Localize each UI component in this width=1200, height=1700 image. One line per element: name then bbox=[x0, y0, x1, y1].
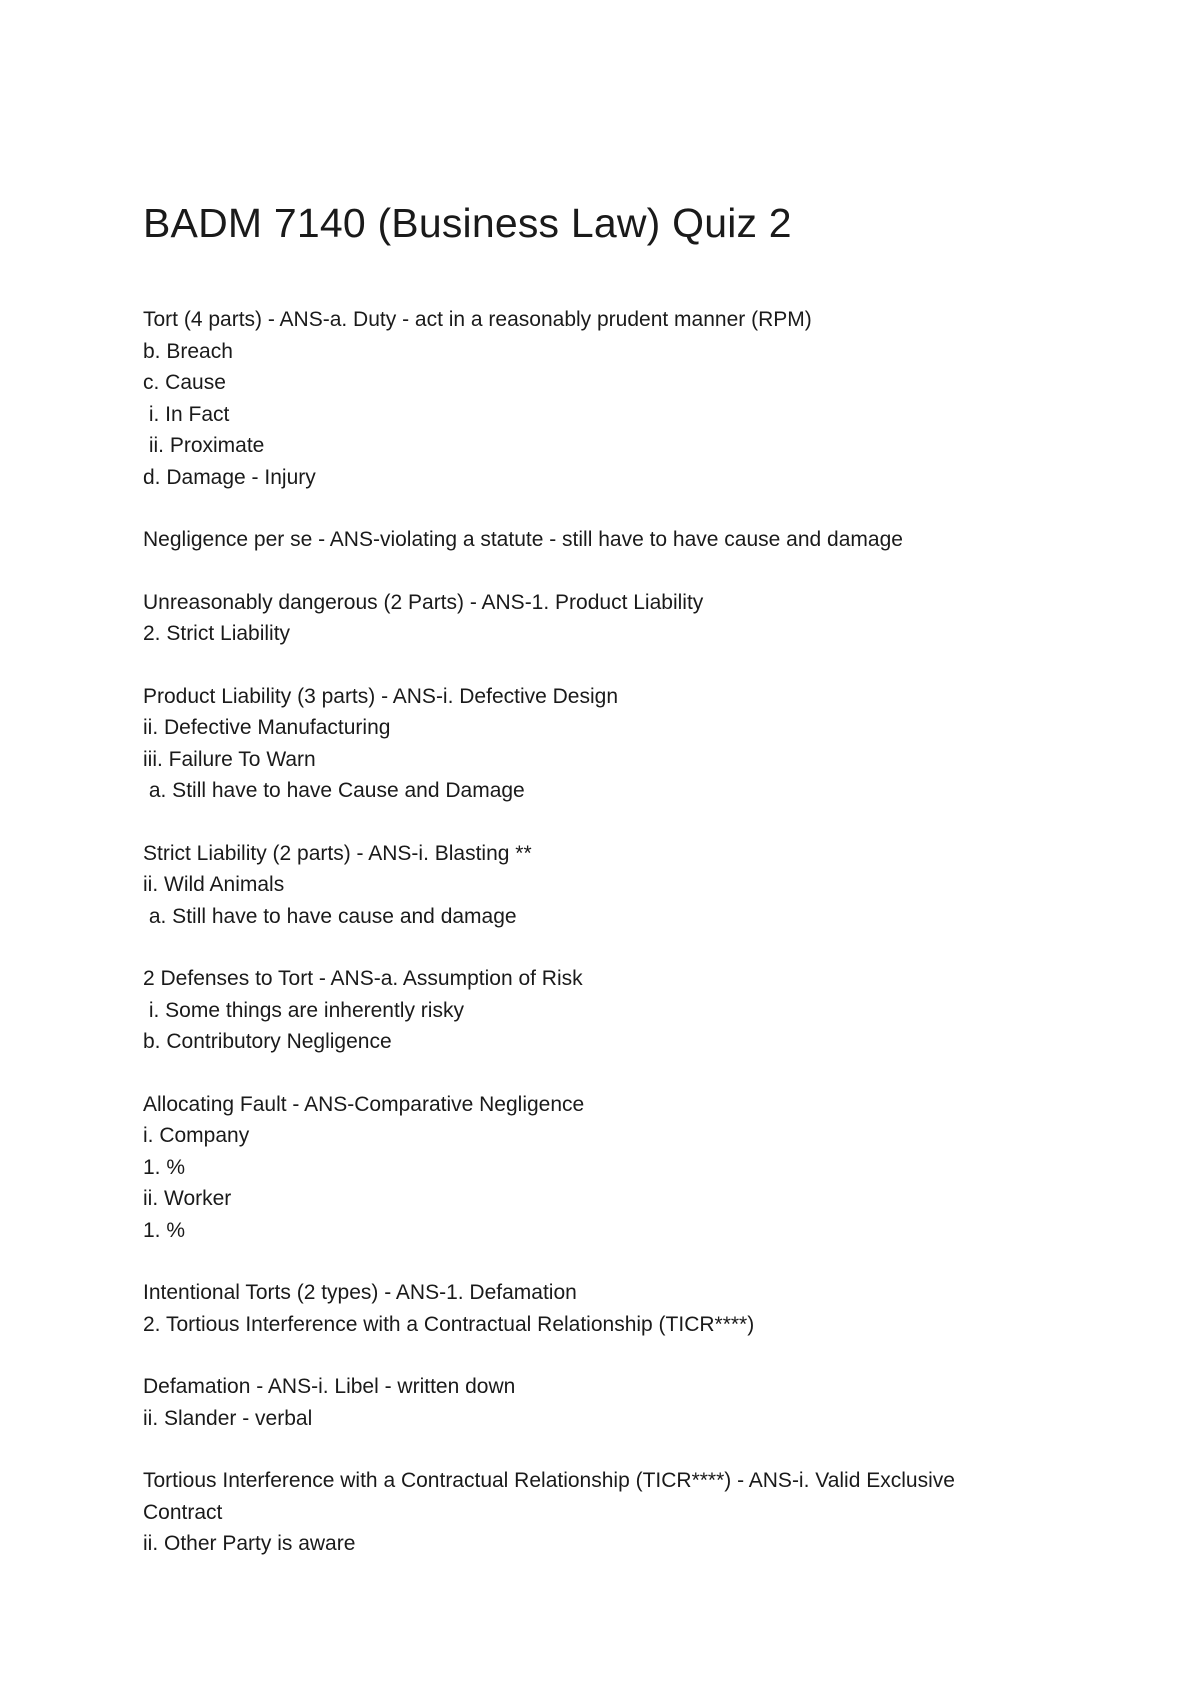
entry-line: Intentional Torts (2 types) - ANS-1. Defamation bbox=[143, 1281, 577, 1304]
entry-line: i. In Fact bbox=[143, 402, 230, 426]
qa-entry-defamation bbox=[143, 1371, 1093, 1434]
entry-line: Defamation - ANS-i. Libel - written down bbox=[143, 1375, 516, 1398]
entry-line: Allocating Fault - ANS-Comparative Negligence bbox=[143, 1092, 585, 1116]
entry-line: ii. Wild Animals bbox=[143, 873, 285, 896]
entry-line: Tort (4 parts) - ANS-a. Duty - act in a reasonably prudent manner (RPM) bbox=[143, 308, 812, 331]
entry-line: a. Still have to have cause and damage bbox=[143, 904, 517, 928]
entry-line: iii. Failure To Warn bbox=[143, 747, 316, 771]
qa-entry-intentional-torts bbox=[143, 1277, 1093, 1340]
entry-line: Unreasonably dangerous (2 Parts) - ANS-1. Product Liability bbox=[143, 590, 704, 614]
entry-line: ii. Other Party is aware bbox=[143, 1532, 356, 1555]
entry-line: b. Breach bbox=[143, 339, 233, 363]
qa-entry-unreasonably-dangerous bbox=[143, 587, 1093, 650]
document-page bbox=[143, 195, 1093, 1591]
entry-line: 2 Defenses to Tort - ANS-a. Assumption of Risk bbox=[143, 967, 583, 990]
entry-line: ii. Defective Manufacturing bbox=[143, 716, 391, 739]
entry-line: i. Some things are inherently risky bbox=[143, 998, 464, 1022]
qa-entry-tortious-interference bbox=[143, 1465, 1093, 1560]
entry-line: 2. Tortious Interference with a Contractual Relationship (TICR****) bbox=[143, 1312, 755, 1336]
qa-entry-allocating-fault bbox=[143, 1089, 1093, 1247]
qa-entry-defenses-to-tort bbox=[143, 963, 1093, 1058]
entry-line: ii. Worker bbox=[143, 1187, 232, 1210]
entry-line: a. Still have to have Cause and Damage bbox=[143, 779, 525, 802]
entry-line: Tortious Interference with a Contractual Relationship (TICR****) - ANS-i. Valid Exclusive bbox=[143, 1469, 955, 1492]
entry-line: 1. % bbox=[143, 1218, 186, 1242]
entry-line: 2. Strict Liability bbox=[143, 622, 291, 645]
document-title: BADM 7140 (Business Law) Quiz 2 bbox=[143, 200, 792, 246]
entry-line: Negligence per se - ANS-violating a statute - still have to have cause and damage bbox=[143, 528, 903, 551]
entry-line: b. Contributory Negligence bbox=[143, 1030, 392, 1053]
entry-line: ii. Slander - verbal bbox=[143, 1406, 313, 1430]
entry-line: Product Liability (3 parts) - ANS-i. Defective Design bbox=[143, 684, 619, 708]
qa-entry-tort bbox=[143, 304, 1093, 493]
entry-line: ii. Proximate bbox=[143, 434, 265, 457]
entry-line: Strict Liability (2 parts) - ANS-i. Blasting ** bbox=[143, 841, 532, 865]
entry-line: 1. % bbox=[143, 1155, 186, 1179]
qa-entry-negligence-per-se bbox=[143, 524, 1093, 556]
entry-line: c. Cause bbox=[143, 371, 226, 394]
qa-entry-product-liability bbox=[143, 681, 1093, 807]
entry-line: i. Company bbox=[143, 1124, 250, 1147]
qa-entry-strict-liability bbox=[143, 838, 1093, 933]
entry-line: Contract bbox=[143, 1500, 223, 1524]
entry-line: d. Damage - Injury bbox=[143, 465, 316, 489]
